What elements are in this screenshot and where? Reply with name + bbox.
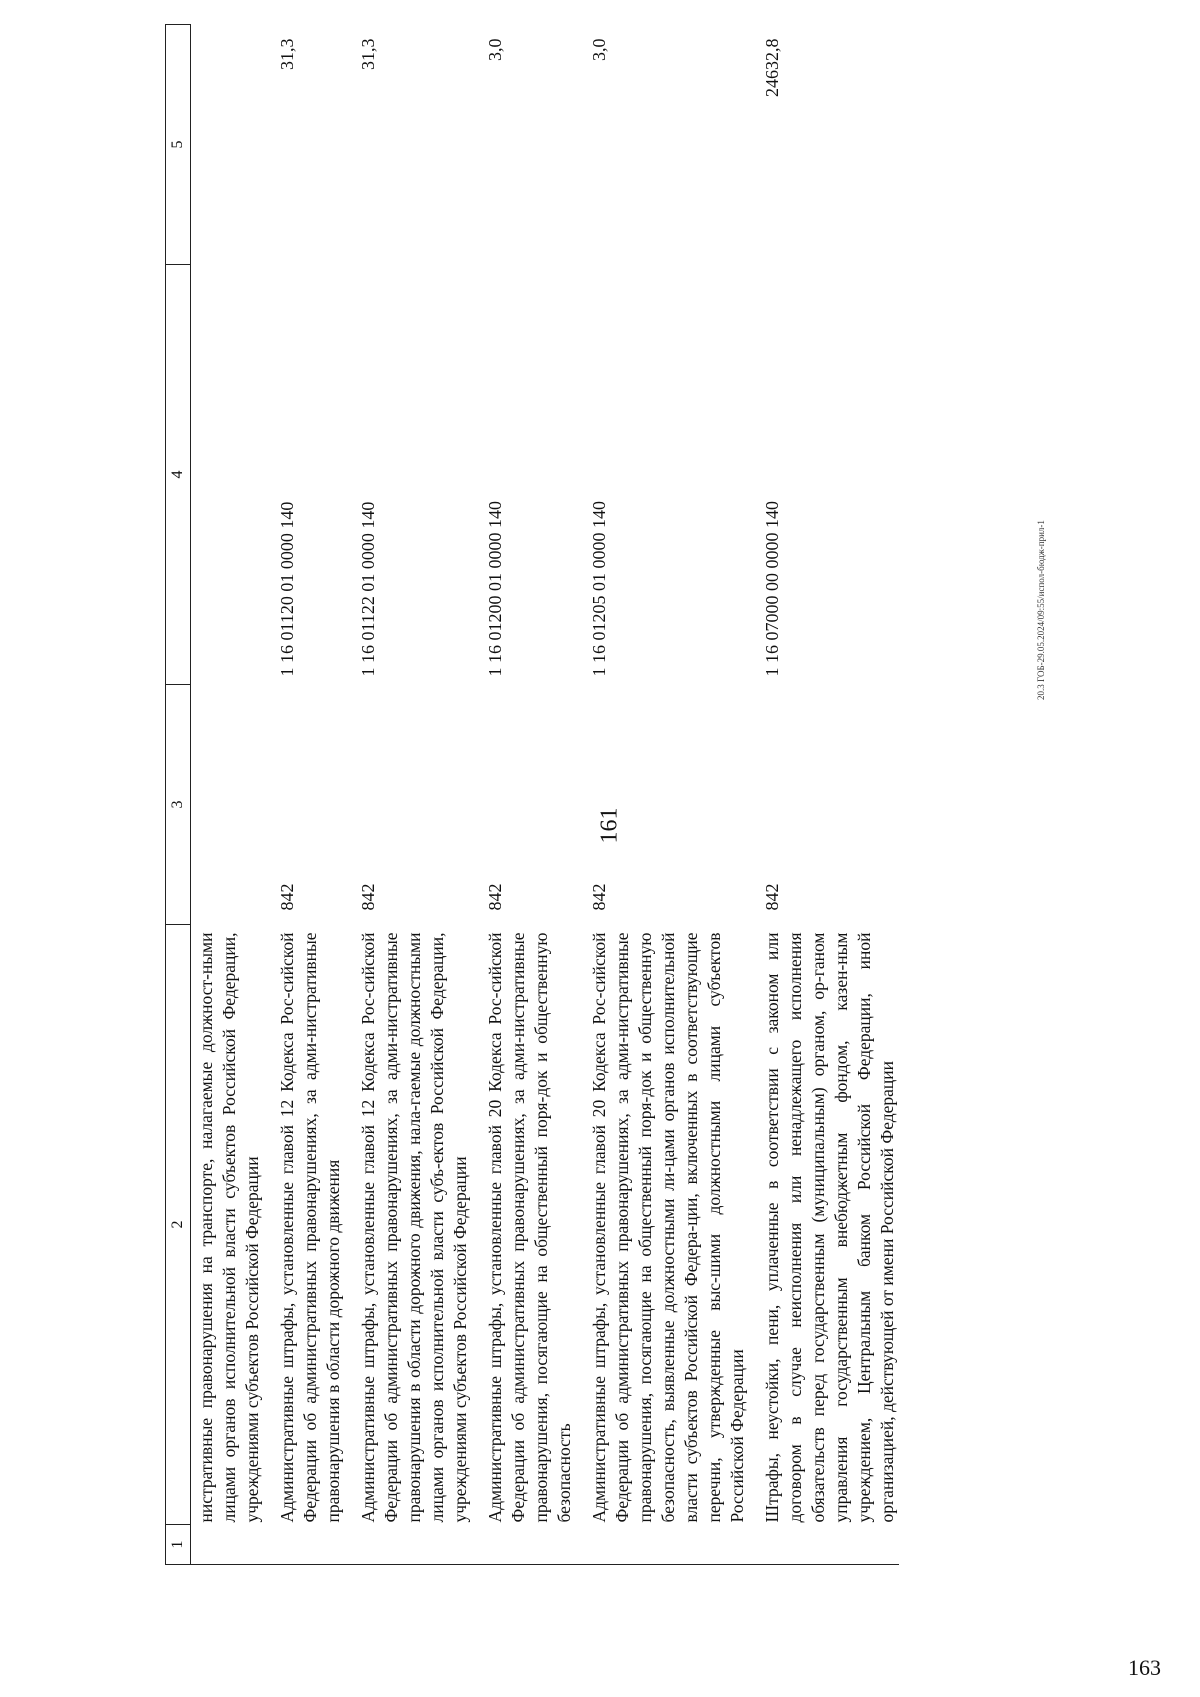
header-col-2: 2 — [166, 925, 191, 1525]
row-budget-code: 1 16 01122 01 0000 140 — [358, 501, 378, 677]
row-description: Административные штрафы, установленные главой 12 Кодекса Рос-сийской Федерации об административных правонарушениях, за адми-нистративные правонарушения в области дорожного движения, нала-гаемые должностными лицами органов исполнительной власти субъ-ектов Российской Федерации, учреждениями субъектов Российской Федерации — [358, 932, 470, 1523]
revenue-table — [165, 24, 899, 1565]
row-budget-code: 1 16 01120 01 0000 140 — [277, 501, 297, 677]
header-col-5: 5 — [166, 25, 191, 265]
table-header-row — [166, 25, 191, 1565]
row-budget-code — [191, 265, 265, 685]
table-row — [576, 25, 749, 1565]
document-stamp: 20.3 ГОБ-29.05.2024/09:55/испол-бюдж-прил-1 — [1036, 520, 1046, 700]
row-budget-code: 1 16 01205 01 0000 140 — [589, 501, 609, 677]
table-row — [472, 25, 576, 1565]
row-description: Административные штрафы, установленные главой 20 Кодекса Рос-сийской Федерации об административных правонарушениях, за адми-нистративные правонарушения, посягающие на общественный поря-док и общественную безопасность — [485, 932, 574, 1523]
page-number-bottom: 163 — [1128, 1655, 1161, 1680]
table-row — [264, 25, 345, 1565]
header-col-4: 4 — [166, 265, 191, 685]
header-col-3: 3 — [166, 685, 191, 925]
row-amount: 31,3 — [358, 38, 378, 70]
row-description: Штрафы, неустойки, пени, уплаченные в соответствии с законом или договором в случае неисполнения или ненадлежащего исполнения обязательств перед государственным (муниципальным) органом, ор-ганом управления государственным внебюджетным фондом, казен-ным учреждением, Центральным банком Российской Федерации, иной организацией, действующей от имени Российской Федерации — [762, 932, 897, 1523]
table-row — [345, 25, 472, 1565]
header-col-1: 1 — [166, 1525, 191, 1565]
table-row — [749, 25, 899, 1565]
row-amount: 3,0 — [589, 38, 609, 61]
rotated-page — [165, 25, 1185, 1565]
row-admin-code: 842 — [277, 883, 297, 911]
row-admin-code — [191, 685, 265, 925]
row-budget-code: 1 16 07000 00 0000 140 — [762, 501, 782, 677]
row-admin-code: 842 — [762, 883, 782, 911]
row-admin-code: 842 — [589, 883, 609, 911]
row-admin-code: 842 — [485, 883, 505, 911]
row-description: нистративные правонарушения на транспорте, налагаемые должност-ными лицами органов исполнительной власти субъектов Российской Федерации, учреждениями субъектов Российской Федерации — [196, 932, 262, 1523]
row-budget-code: 1 16 01200 01 0000 140 — [485, 501, 505, 677]
row-description: Административные штрафы, установленные главой 12 Кодекса Рос-сийской Федерации об административных правонарушениях, за адми-нистративные правонарушения в области дорожного движения — [277, 932, 343, 1523]
row-amount — [191, 25, 265, 265]
row-amount: 24632,8 — [762, 38, 782, 97]
page-number-top: 161 — [596, 807, 623, 844]
row-description: Административные штрафы, установленные главой 20 Кодекса Рос-сийской Федерации об административных правонарушениях, за адми-нистративные правонарушения, посягающие на общественный поря-док и общественную безопасность, выявленные должностными ли-цами органов исполнительной власти субъектов Российской Федера-ции, включенных в соответствующие перечни, утвержденные выс-шими должностными лицами субъектов Российской Федерации — [589, 932, 747, 1523]
row-amount: 31,3 — [277, 38, 297, 70]
table-row — [191, 25, 265, 1565]
row-admin-code: 842 — [358, 883, 378, 911]
row-amount: 3,0 — [485, 38, 505, 61]
